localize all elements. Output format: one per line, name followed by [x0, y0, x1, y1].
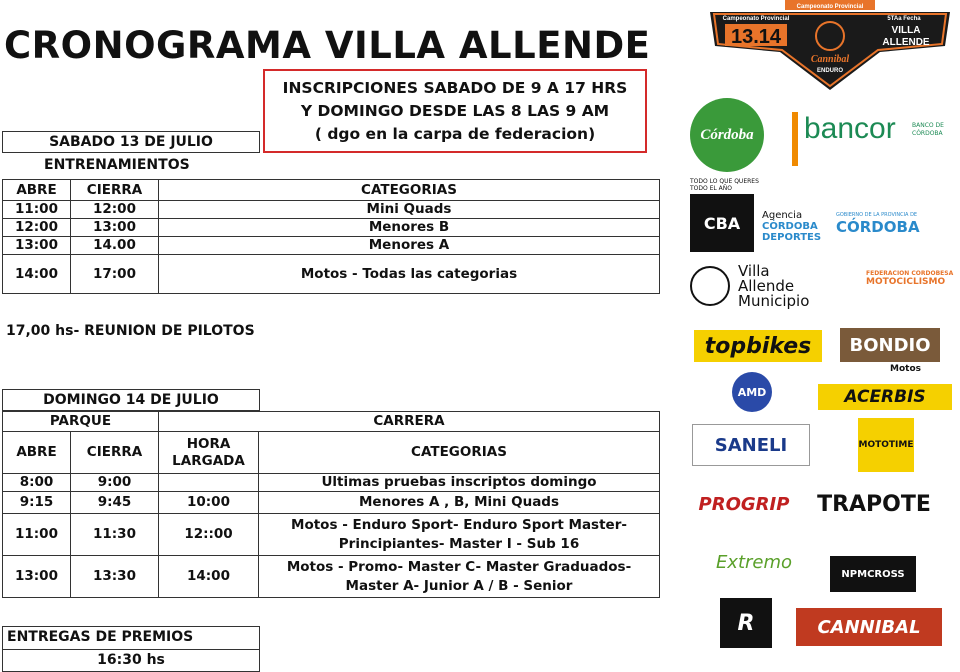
fcm-line-2: MOTOCICLISMO	[866, 277, 946, 287]
svg-text:motos: motos	[895, 52, 917, 59]
cell-close: 13:30	[71, 556, 159, 598]
svg-text:Campeonato Provincial: Campeonato Provincial	[722, 16, 790, 22]
cell-close: 13:00	[71, 219, 159, 237]
villa-line-1: Villa	[738, 262, 770, 280]
bondio-subtitle: Motos	[890, 364, 921, 374]
header-abre: ABRE	[3, 180, 71, 201]
cell-category	[259, 514, 660, 556]
svg-text:ENDURO: ENDURO	[816, 68, 844, 74]
extremo-logo: Extremo	[715, 551, 793, 573]
registration-line-3: ( dgo en la carpa de federacion)	[314, 125, 596, 143]
villa-line-3: Municipio	[738, 292, 810, 310]
cell-open: 12:00	[3, 219, 71, 237]
cba-logo: CBA	[690, 194, 754, 252]
pilots-meeting-note: 17,00 hs- REUNION DE PILOTOS	[6, 323, 255, 339]
bancor-subtitle: BANCO DE CÓRDOBA	[912, 122, 944, 137]
awards-label: ENTREGAS DE PREMIOS	[7, 629, 194, 645]
bancor-logo: bancor	[804, 112, 896, 145]
cell-category: Menores B	[159, 219, 660, 237]
cell-open: 13:00	[3, 556, 71, 598]
sunday-day-header: DOMINGO 14 DE JULIO	[2, 389, 260, 411]
svg-text:Julio 2019: Julio 2019	[739, 55, 773, 62]
page-title: CRONOGRAMA VILLA ALLENDE	[4, 24, 651, 67]
header-categorias: CATEGORIAS	[159, 180, 660, 201]
registration-line-1: INSCRIPCIONES SABADO DE 9 A 17 HRS	[282, 79, 628, 97]
table-row	[3, 556, 660, 598]
agencia-line-2: CÓRDOBA	[762, 221, 818, 232]
saturday-schedule-table	[2, 179, 660, 294]
progrip-logo: PROGRIP	[698, 493, 790, 515]
r-brand-logo-icon: R	[720, 598, 772, 648]
sunday-schedule-table	[2, 411, 660, 598]
table-row	[3, 474, 660, 492]
gob-line-2: CÓRDOBA	[836, 218, 920, 236]
svg-text:13.14: 13.14	[730, 26, 782, 48]
cell-close: 17:00	[71, 255, 159, 294]
cell-open: 8:00	[3, 474, 71, 492]
cell-category: Ultimas pruebas inscriptos domingo	[259, 474, 660, 492]
cordoba-logo: Córdoba	[690, 98, 764, 172]
villa-line-2: Allende	[738, 277, 795, 295]
awards-box	[2, 626, 260, 672]
gobierno-cordoba-logo	[836, 212, 956, 236]
category-line-2: Principiantes- Master I - Sub 16	[338, 535, 580, 552]
table-row	[3, 201, 660, 219]
npmcross-logo: NPMCROSS	[830, 556, 916, 592]
svg-text:Campeonato Provincial: Campeonato Provincial	[796, 4, 864, 10]
cell-start: 12::00	[159, 514, 259, 556]
cell-start: 14:00	[159, 556, 259, 598]
acerbis-logo: ACERBIS	[818, 384, 952, 410]
cell-start: 10:00	[159, 492, 259, 514]
awards-time: 16:30 hs	[3, 649, 259, 670]
table-row	[3, 255, 660, 294]
header-cierra: CIERRA	[71, 432, 159, 474]
agencia-deportes-logo	[762, 210, 821, 243]
event-badge-logo	[700, 0, 960, 92]
hora-largada-label: HORA LARGADA	[172, 435, 245, 469]
cell-open: 11:00	[3, 201, 71, 219]
cell-category	[259, 556, 660, 598]
table-row	[3, 219, 660, 237]
category-line-1: Motos - Promo- Master C- Master Graduados-	[286, 558, 632, 575]
cell-close: 9:45	[71, 492, 159, 514]
svg-text:ALLENDE: ALLENDE	[882, 37, 930, 48]
mototime-logo: MOTOTIME	[858, 418, 914, 472]
registration-box	[263, 69, 647, 153]
svg-text:Cannibal: Cannibal	[810, 54, 850, 65]
cell-close: 11:30	[71, 514, 159, 556]
header-parque: PARQUE	[3, 412, 159, 432]
saturday-section-title: ENTRENAMIENTOS	[44, 157, 190, 173]
svg-text:5TAa Fecha: 5TAa Fecha	[887, 16, 921, 22]
cell-open: 13:00	[3, 237, 71, 255]
header-categorias: CATEGORIAS	[259, 432, 660, 474]
cell-close: 12:00	[71, 201, 159, 219]
category-line-1: Motos - Enduro Sport- Enduro Sport Master-	[291, 516, 627, 533]
cell-category: Motos - Todas las categorias	[159, 255, 660, 294]
cell-category: Menores A , B, Mini Quads	[259, 492, 660, 514]
header-carrera: CARRERA	[159, 412, 660, 432]
header-hora-largada	[159, 432, 259, 474]
table-row	[3, 514, 660, 556]
cell-close: 9:00	[71, 474, 159, 492]
cordoba-tagline: TODO LO QUE QUERES TODO EL AÑO	[690, 178, 759, 192]
table-header-row	[3, 432, 660, 474]
trapote-logo: TRAPOTE	[817, 491, 931, 517]
svg-text:VILLA: VILLA	[891, 25, 921, 36]
cell-close: 14.00	[71, 237, 159, 255]
table-header-row	[3, 180, 660, 201]
table-row	[3, 237, 660, 255]
cell-open: 11:00	[3, 514, 71, 556]
saneli-logo: SANELI	[692, 424, 810, 466]
cell-open: 14:00	[3, 255, 71, 294]
topbikes-logo: topbikes	[694, 330, 822, 362]
header-abre: ABRE	[3, 432, 71, 474]
cell-open: 9:15	[3, 492, 71, 514]
table-group-header-row	[3, 412, 660, 432]
gob-line-1: GOBIERNO DE LA PROVINCIA DE	[836, 212, 918, 218]
bancor-bar	[792, 112, 798, 166]
registration-line-2: Y DOMINGO DESDE LAS 8 LAS 9 AM	[300, 102, 610, 120]
villa-allende-emblem-icon	[690, 266, 730, 306]
amd-logo: AMD	[732, 372, 772, 412]
cell-start	[159, 474, 259, 492]
villa-allende-logo	[738, 264, 809, 309]
federacion-cordobesa-logo	[832, 270, 956, 287]
agencia-line-1: Agencia	[762, 210, 803, 221]
cannibal-logo: CANNIBAL	[796, 608, 942, 646]
category-line-2: Master A- Junior A / B - Senior	[345, 577, 573, 594]
bondio-logo: BONDIO	[840, 328, 940, 362]
saturday-day-header: SABADO 13 DE JULIO	[2, 131, 260, 153]
cell-category: Mini Quads	[159, 201, 660, 219]
table-row	[3, 492, 660, 514]
agencia-line-3: DEPORTES	[762, 232, 822, 243]
cell-category: Menores A	[159, 237, 660, 255]
header-cierra: CIERRA	[71, 180, 159, 201]
fcm-line-1: FEDERACION CORDOBESA	[866, 270, 954, 277]
